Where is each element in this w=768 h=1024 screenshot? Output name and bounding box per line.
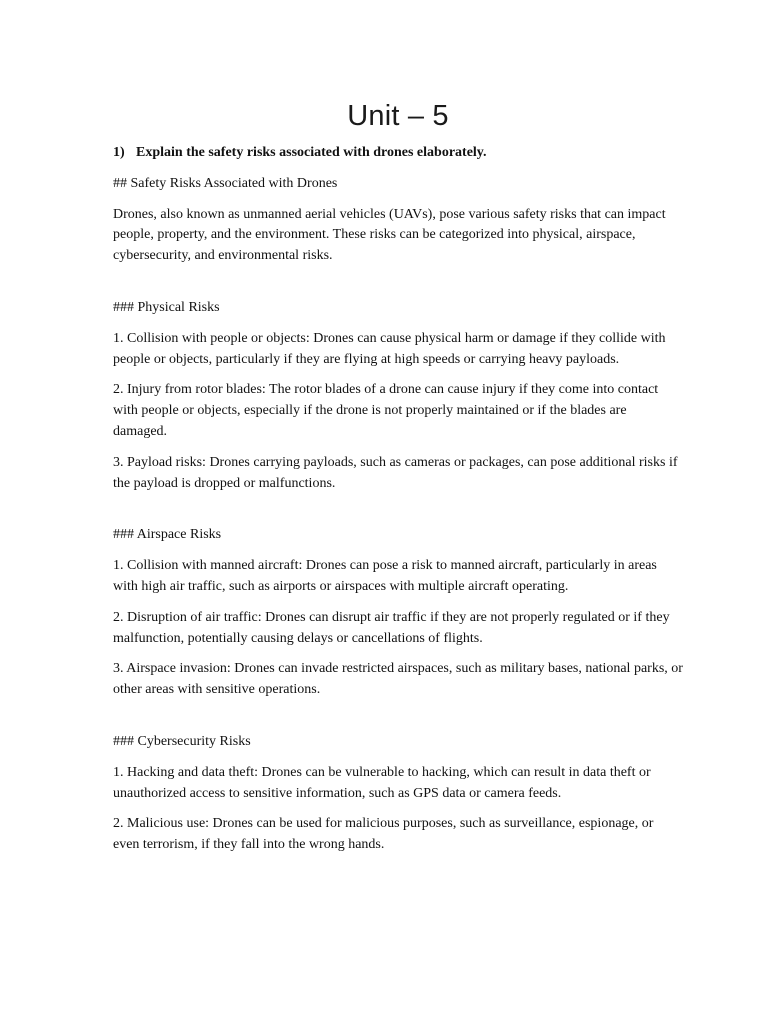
- list-item: 1. Collision with manned aircraft: Drones can pose a risk to manned aircraft, particularly in areas with high air traffic, such as airports or airspaces with multiple aircraft operating.: [113, 558, 657, 594]
- section-physical-risks: [113, 298, 683, 494]
- question-number: 1): [113, 145, 125, 160]
- section-heading: ### Physical Risks: [113, 299, 220, 315]
- section-heading: ### Airspace Risks: [113, 527, 222, 543]
- section-cybersecurity-risks: [113, 732, 683, 856]
- list-item: 2. Malicious use: Drones can be used for malicious purposes, such as surveillance, espionage, or even terrorism, if they fall into the wrong hands.: [113, 816, 654, 853]
- section-spacer: [113, 504, 683, 525]
- section-heading: ### Cybersecurity Risks: [113, 733, 251, 749]
- page-title: Unit – 5: [347, 100, 449, 132]
- section-spacer: [113, 711, 683, 732]
- section-spacer: [113, 277, 683, 298]
- question-text: Explain the safety risks associated with drones elaborately.: [136, 145, 487, 160]
- document-content: [113, 96, 683, 866]
- intro-paragraph: Drones, also known as unmanned aerial vehicles (UAVs), pose various safety risks that can impact people, property, and the environment. These risks can be categorized into physical, airspace, cybersecurity, and environmental risks.: [113, 206, 666, 264]
- list-item: 1. Collision with people or objects: Drones can cause physical harm or damage if they collide with people or objects, particularly if they are flying at high speeds or carrying heavy payloads.: [113, 330, 666, 367]
- list-item: 2. Disruption of air traffic: Drones can disrupt air traffic if they are not properly regulated or if they malfunction, potentially causing delays or cancellations of flights.: [113, 609, 670, 646]
- list-item: 1. Hacking and data theft: Drones can be vulnerable to hacking, which can result in data theft or unauthorized access to sensitive information, such as GPS data or camera feeds.: [113, 764, 651, 801]
- section-airspace-risks: [113, 525, 683, 701]
- list-item: 2. Injury from rotor blades: The rotor blades of a drone can cause injury if they come into contact with people or objects, especially if the drone is not properly maintained or if the blades are damaged.: [113, 382, 659, 439]
- question-line: [113, 143, 683, 164]
- list-item: 3. Payload risks: Drones carrying payloads, such as cameras or packages, can pose additional risks if the payload is dropped or malfunctions.: [113, 454, 678, 491]
- list-item: 3. Airspace invasion: Drones can invade restricted airspaces, such as military bases, national parks, or other areas with sensitive operations.: [113, 661, 683, 698]
- main-heading: ## Safety Risks Associated with Drones: [113, 175, 338, 191]
